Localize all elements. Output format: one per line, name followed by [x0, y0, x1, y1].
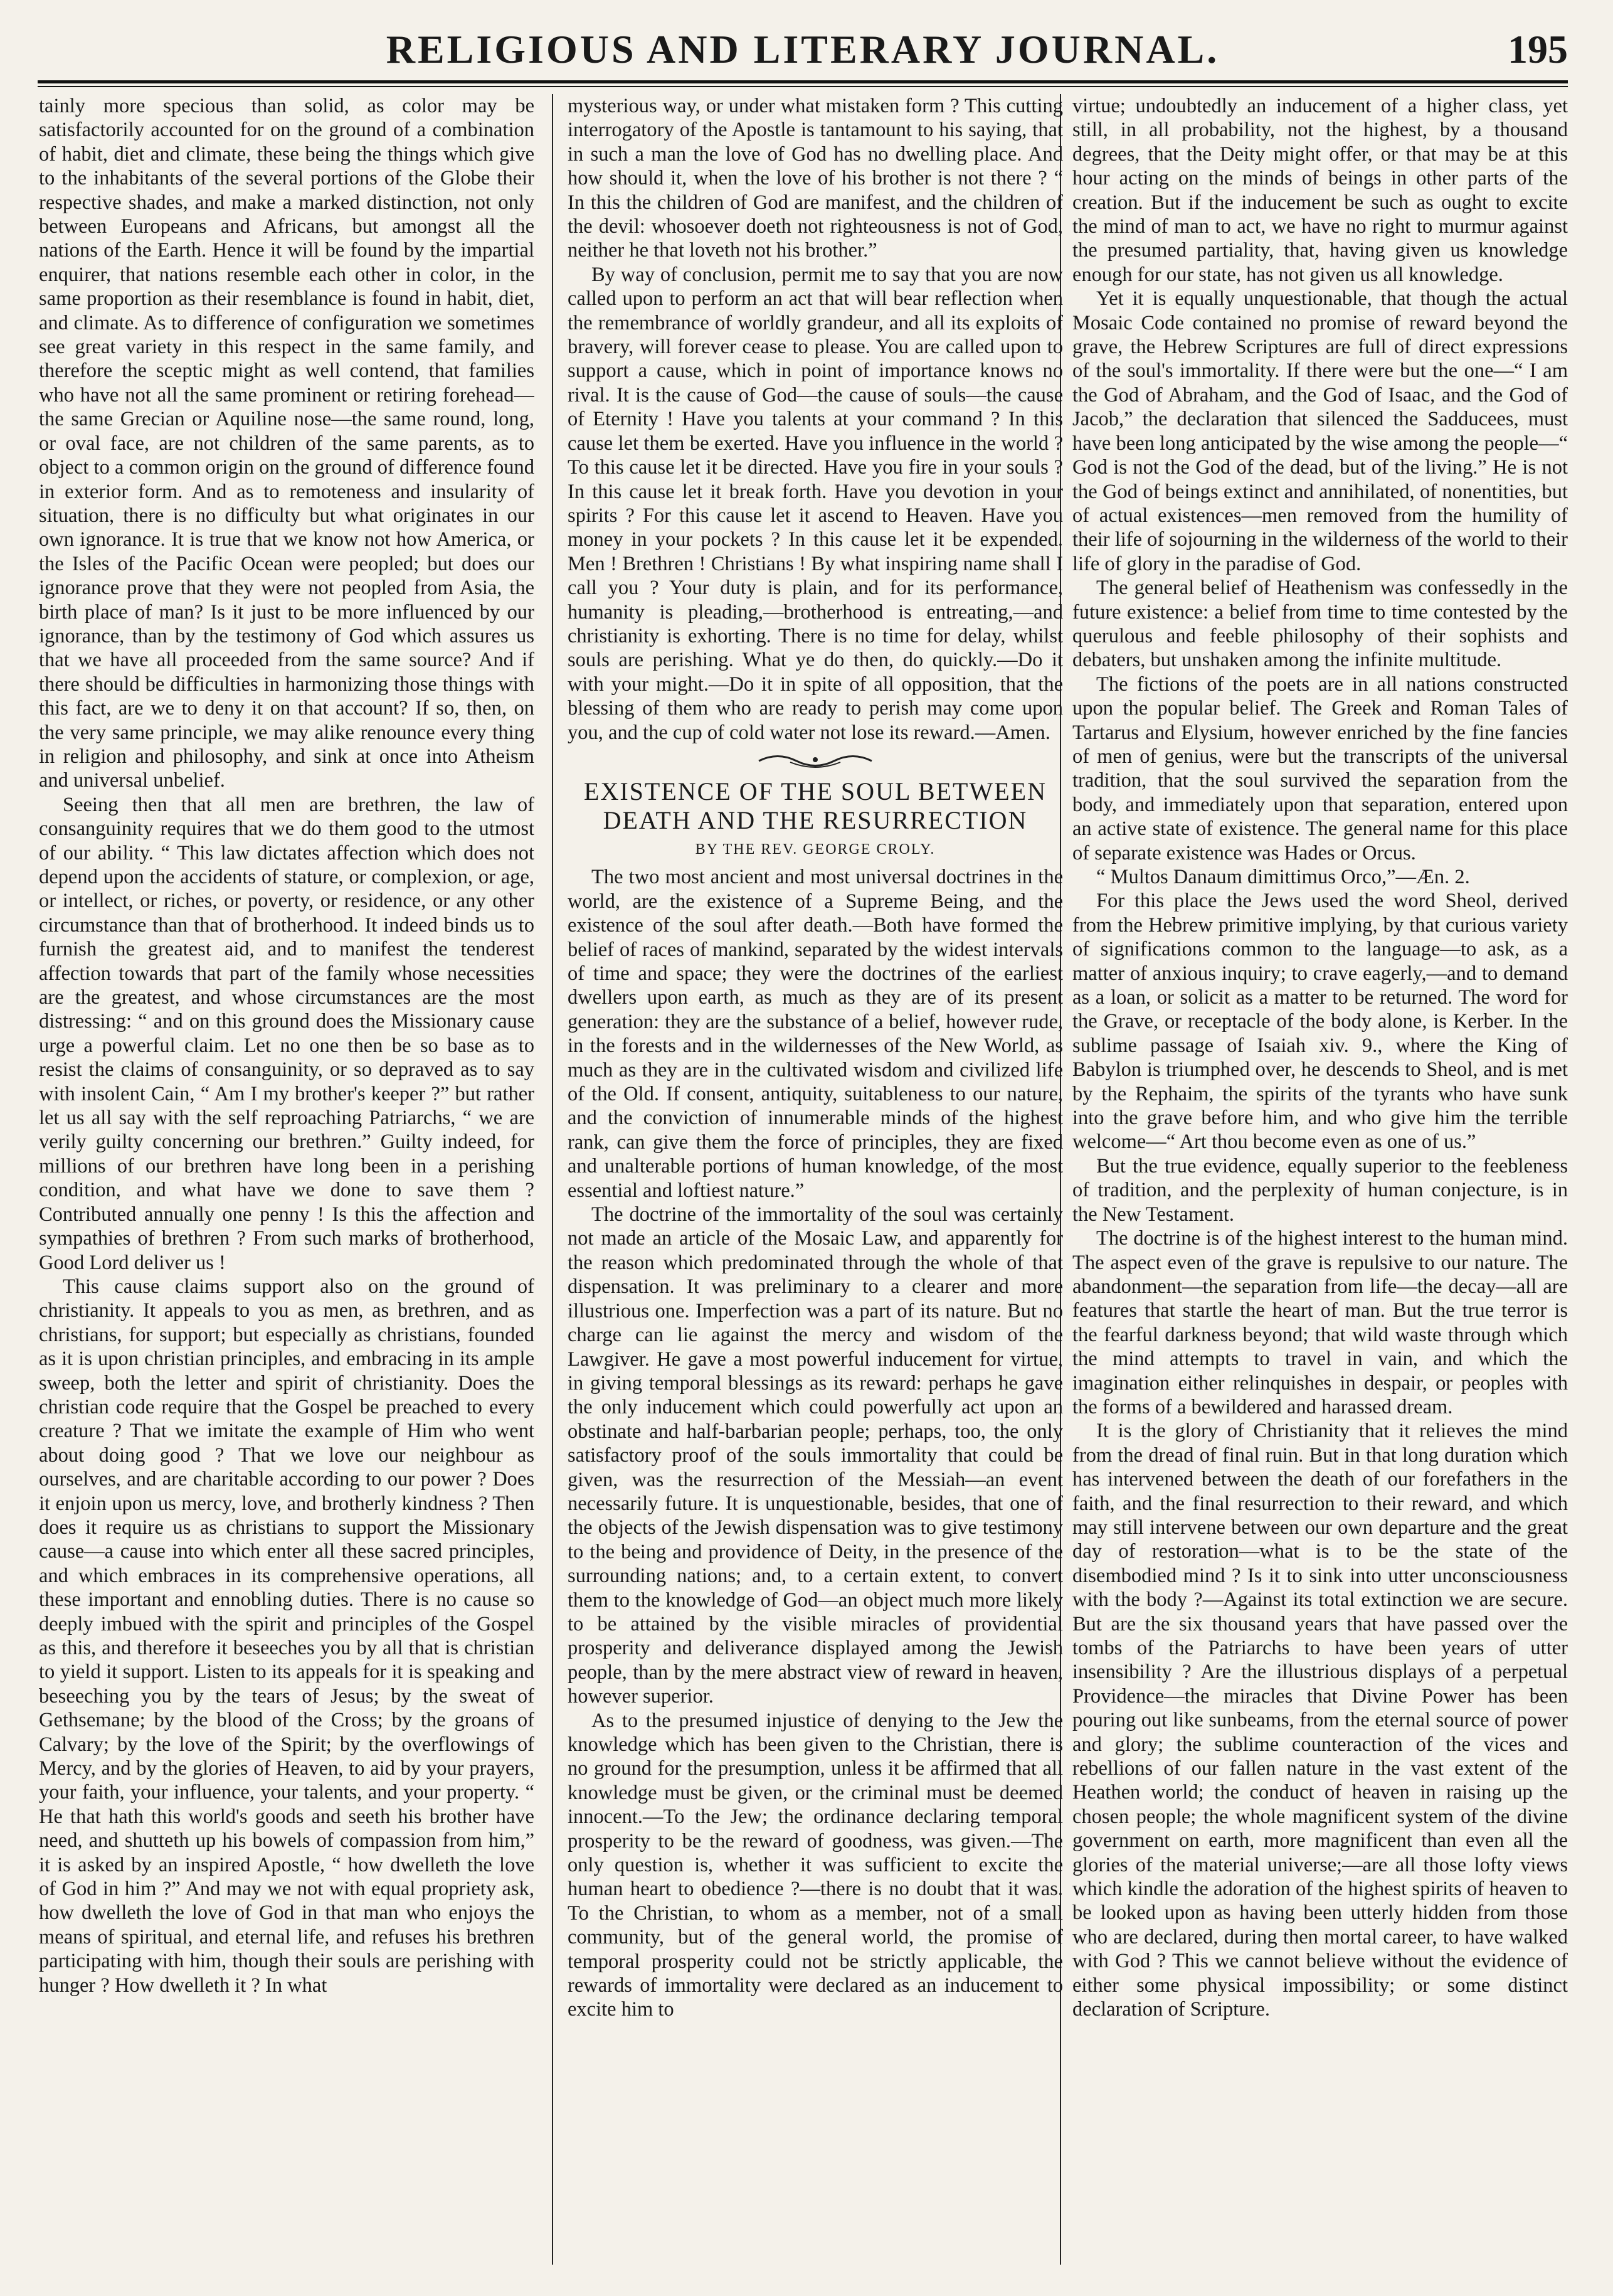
paragraph: As to the presumed injustice of denying to the Jew the knowledge which has been given to the Christian, there is no ground for the presumption, unless it be affirmed that all knowledge must be given, or the criminal must be deemed innocent.—To the Jew; the ordinance declaring temporal prosperity to be the reward of goodness, was given.—The only question is, whether it was sufficient to excite the human heart to obedience ?—there is no doubt that it was. To the Christian, to whom as a member, not of a small community, but of the general world, the promise of temporal prosperity could not be strictly applicable, the rewards of immortality were declared as an inducement to excite him to [568, 1709, 1063, 2021]
paragraph: The doctrine is of the highest interest to the human mind. The aspect even of the grave is repulsive to our nature. The abandonment—the separation from life—the decay—all are features that startle the heart of man. But the true terror is the fearful darkness beyond; that wild waste through which the mind attempts to travel in vain, and which the imagination either relinquishes in despair, or peoples with the forms of a bewildered and harassed dream. [1072, 1227, 1568, 1418]
article-byline: BY THE REV. GEORGE CROLY. [695, 841, 936, 858]
paragraph: For this place the Jews used the word Sheol, derived from the Hebrew primitive implying, by that curious variety of significations common to the language—to ask, as a matter of anxious inquiry; to crave eagerly,—and to demand as a loan, or solicit as a matter to be returned. The word for the Grave, or receptacle of the body alone, is Kerber. In the sublime passage of Isaiah xiv. 9., where the King of Babylon is triumphed over, he descends to Sheol, and is met by the Rephaim, the spirits of the tyrants who have sunk into the grave before him, and who give him the terrible welcome—“ Art thou become even as one of us.” [1072, 890, 1568, 1154]
paragraph: The two most ancient and most universal doctrines in the world, are the existence of a Supreme Being, and the existence of the soul after death.—Both have formed the belief of races of mankind, separated by the widest intervals of time and space; they were the doctrines of the earliest dwellers upon earth, as much as they are of its present generation: they are the substance of a belief, however rude, in the forests and in the wildernesses of the New World, as much as they are in the cultivated wisdom and civilized life of the Old. If consent, antiquity, suitableness to our nature, and the conviction of innumerable minds of the highest rank, can give them the force of principles, they are fixed and unalterable portions of human knowledge, of the most essential and loftiest nature.” [568, 866, 1063, 1202]
paragraph: mysterious way, or under what mistaken form ? This cutting interrogatory of the Apostle is tantamount to his saying, that in such a man the love of God has no dwelling place. And how should it, when the love of his brother is not there ? “ In this the children of God are manifest, and the children of the devil: whosoever doeth not righteousness is not of God, neither he that loveth not his brother.” [568, 95, 1063, 262]
ornament-divider [753, 748, 878, 773]
paragraph: Seeing then that all men are brethren, the law of consanguinity requires that we do them good to the utmost of our ability. “ This law dictates affection which does not depend upon the accidents of stature, or complexion, or age, or intellect, or riches, or poverty, or residence, or any other circumstance than that of brotherhood. It indeed binds us to furnish the greatest aid, and to manifest the tenderest affection towards that part of the family whose necessities are the greatest, and whose circumstances are the most distressing: “ and on this ground does the Missionary cause urge a powerful claim. Let no one then be so base as to resist the claims of consanguinity, or so depraved as to say with insolent Cain, “ Am I my brother's keeper ?” but rather let us all say with the self reproaching Patriarchs, “ we are verily guilty concerning our brethren.” Guilty indeed, for millions of our brethren have long been in a perishing condition, and what have we done to save them ? Contributed annually one penny ! Is this the affection and sympathies of brethren ? From such marks of brotherhood, Good Lord deliver us ! [39, 793, 534, 1274]
paragraph: The general belief of Heathenism was confessedly in the future existence: a belief from time to time contested by the querulous and feeble philosophy of their sophists and debaters, but unshaken among the infinite multitude. [1072, 577, 1568, 672]
paragraph: tainly more specious than solid, as color may be satisfactorily accounted for on the ground of a combination of habit, diet and climate, these being the things which give to the inhabitants of the several portions of the Globe their respective shades, and make a marked distinction, not only between Europeans and Africans, but amongst all the nations of the Earth. Hence it will be found by the impartial enquirer, that nations resemble each other in color, in the same proportion as their resemblance is found in habit, diet, and climate. As to difference of configuration we sometimes see great variety in this respect in the same family, and therefore the sceptic might as well contend, that families who have not all the same prominent or retiring forehead—the same Grecian or Aquiline nose—the same round, long, or oval face, are not children of the same parents, as to object to a common origin on the ground of difference found in exterior form. And as to remoteness and insularity of situation, there is no difficulty but what originates in our own ignorance. It is true that we know not how America, or the Isles of the Pacific Ocean were peopled; but does our ignorance prove that they were not peopled from Asia, the birth place of man? Is it just to be more influenced by our ignorance, than by the testimony of God which assures us that we have all proceeded from the same source? And if there should be difficulties in harmonizing those things with this fact, are we to deny it on that account? If so, then, on the very same principle, we may alike renounce every thing in religion and philosophy, and sink at once into Atheism and universal unbelief. [39, 95, 534, 792]
page-header [38, 23, 1568, 77]
paragraph: By way of conclusion, permit me to say that you are now called upon to perform an act that will bear reflection when the remembrance of worldly grandeur, and all its exploits of bravery, will forever cease to please. You are called upon to support a cause, which in point of importance knows no rival. It is the cause of God—the cause of souls—the cause of Eternity ! Have you talents at your command ? In this cause let them be exerted. Have you influence in the world ? To this cause let it be directed. Have you fire in your souls ? In this cause let it break forth. Have you devotion in your spirits ? For this cause let it ascend to Heaven. Have you money in your pockets ? In this cause let it be expended. Men ! Brethren ! Christians ! By what inspiring name shall I call you ? Your duty is plain, and for its performance, humanity is pleading,—brotherhood is entreating,—and christianity is exhorting. There is no time for delay, whilst souls are perishing. What ye do then, do quickly.—Do it with your might.—Do it in spite of all opposition, that the blessing of them who are ready to perish may come upon you, and the cup of cold water not lose its reward.—Amen. [568, 263, 1063, 744]
page-number: 195 [1508, 27, 1568, 72]
header-rule [38, 80, 1568, 87]
quote: “ Multos Danaum dimittimus Orco,”—Æn. 2. [1096, 866, 1470, 888]
column-3 [1072, 94, 1568, 2265]
journal-title: RELIGIOUS AND LITERARY JOURNAL. [386, 27, 1220, 72]
column-2 [568, 94, 1063, 2265]
paragraph: Yet it is equally unquestionable, that though the actual Mosaic Code contained no promise of reward beyond the grave, the Hebrew Scriptures are full of direct expressions of the soul's immortality. If there were but the one—“ I am the God of Abraham, and the God of Isaac, and the God of Jacob,” the declaration that silenced the Sadducees, must have been long anticipated by the wise among the people—“ God is not the God of the dead, but of the living.” He is not the God of beings extinct and annihilated, of nonentities, but of actual existences—men removed from the humility of their life of sojourning in the wilderness of the world to their life of glory in the paradise of God. [1072, 287, 1568, 575]
paragraph: But the true evidence, equally superior to the feebleness of tradition, and the perplexity of human conjecture, is in the New Testament. [1072, 1154, 1568, 1226]
paragraph: virtue; undoubtedly an inducement of a higher class, yet still, in all probability, not the highest, by a thousand degrees, that the Deity might offer, or that may be at this hour acting on the minds of beings in other parts of the creation. But if the inducement be such as ought to excite the mind of man to act, we have no right to murmur against the presumed partiality, that, having given us knowledge enough for our state, has not given us all knowledge. [1072, 95, 1568, 286]
article-title: EXISTENCE OF THE SOUL BETWEEN DEATH AND THE RESURRECTION [584, 777, 1047, 834]
paragraph: The doctrine of the immortality of the soul was certainly not made an article of the Mosaic Law, and apparently for the reason which predominated through the whole of that dispensation. It was preliminary to a clearer and more illustrious one. Imperfection was a part of its nature. But no charge can lie against the mercy and wisdom of the Lawgiver. He gave a most powerful inducement for virtue, in giving temporal blessings as its reward: perhaps he gave the only inducement which could powerfully act upon an obstinate and half-barbarian people; perhaps, too, the only satisfactory proof of the souls immortality that could be given, was the resurrection of the Messiah—an event necessarily future. It is unquestionable, besides, that one of the objects of the Jewish dispensation was to give testimony to the being and providence of Deity, in the presence of the surrounding nations; and, to a certain extent, to convert them to the knowledge of God—an object much more likely to be attained by the visible miracles of providential prosperity and deliverance displayed among the Jewish people, than by the mere abstract view of reward in heaven, however superior. [568, 1203, 1063, 1708]
column-divider [552, 94, 553, 2265]
column-1 [39, 94, 534, 2265]
paragraph: This cause claims support also on the ground of christianity. It appeals to you as men, as brethren, and as christians, for support; but especially as christians, founded as it is upon christian principles, and embracing in its ample sweep, both the letter and spirit of christianity. Does the christian code require that the Gospel be preached to every creature ? That we imitate the example of Him who went about doing good ? That we love our neighbour as ourselves, and are charitable according to our power ? Does it enjoin upon us mercy, love, and brotherly kindness ? Then does it require us as christians to support the Missionary cause—a cause into which enter all these sacred principles, and which embraces in its comprehensive operations, all these important and ennobling duties. There is no cause so deeply imbued with the spirit and principles of the Gospel as this, and therefore it beseeches you by all that is christian to yield it support. Listen to its appeals for it is speaking and beseeching you by the tears of Jesus; by the sweat of Gethsemane; by the blood of the Cross; by the groans of Calvary; by the love of the Spirit; by the overflowings of Mercy, and by the glories of Heaven, to aid by your prayers, your faith, your influence, your talents, and your property. “ He that hath this world's goods and seeth his brother have need, and shutteth up his bowels of compassion from him,” it is asked by an inspired Apostle, “ how dwelleth the love of God in him ?” And may we not with equal propriety ask, how dwelleth the love of God in that man who enjoys the means of spiritual, and eternal life, and refuses his brethren participating with him, though their souls are perishing with hunger ? How dwelleth it ? In what [39, 1275, 534, 1997]
paragraph: The fictions of the poets are in all nations constructed upon the popular belief. The Greek and Roman Tales of Tartarus and Elysium, however enriched by the fine fancies of men of genius, were but the transcripts of the universal tradition, that the soul survived the separation from the body, and immediately upon that separation, entered upon an active state of existence. The general name for this place of separate existence was Hades or Orcus. [1072, 672, 1568, 864]
paragraph: It is the glory of Christianity that it relieves the mind from the dread of final ruin. But in that long duration which has intervened between the death of our forefathers in the faith, and the final resurrection to their reward, and which may still intervene between our own departure and the great day of restoration—what is to be the state of the disembodied mind ? Is it to sink into utter unconsciousness with the body ?—Against its total extinction we are secure. But are the six thousand years that have passed over the tombs of the Patriarchs to have been years of utter insensibility ? Are the illustrious displays of a perpetual Providence—the miracles that Divine Power has been pouring out like sunbeams, from the eternal source of power and glory; the sublime counteraction of the vices and rebellions of our fallen nature in the vast extent of the Heathen world; the conduct of heaven in raising up the chosen people; the whole magnificent system of the divine government on earth, more magnificent than even all the glories of the material universe;—are all those lofty views which kindle the adoration of the highest spirits of heaven to be looked upon as having been utterly hidden from those who are declared, during then mortal career, to have walked with God ? This we cannot believe without the evidence of either some physical impossibility; or some distinct declaration of Scripture. [1072, 1420, 1568, 2021]
